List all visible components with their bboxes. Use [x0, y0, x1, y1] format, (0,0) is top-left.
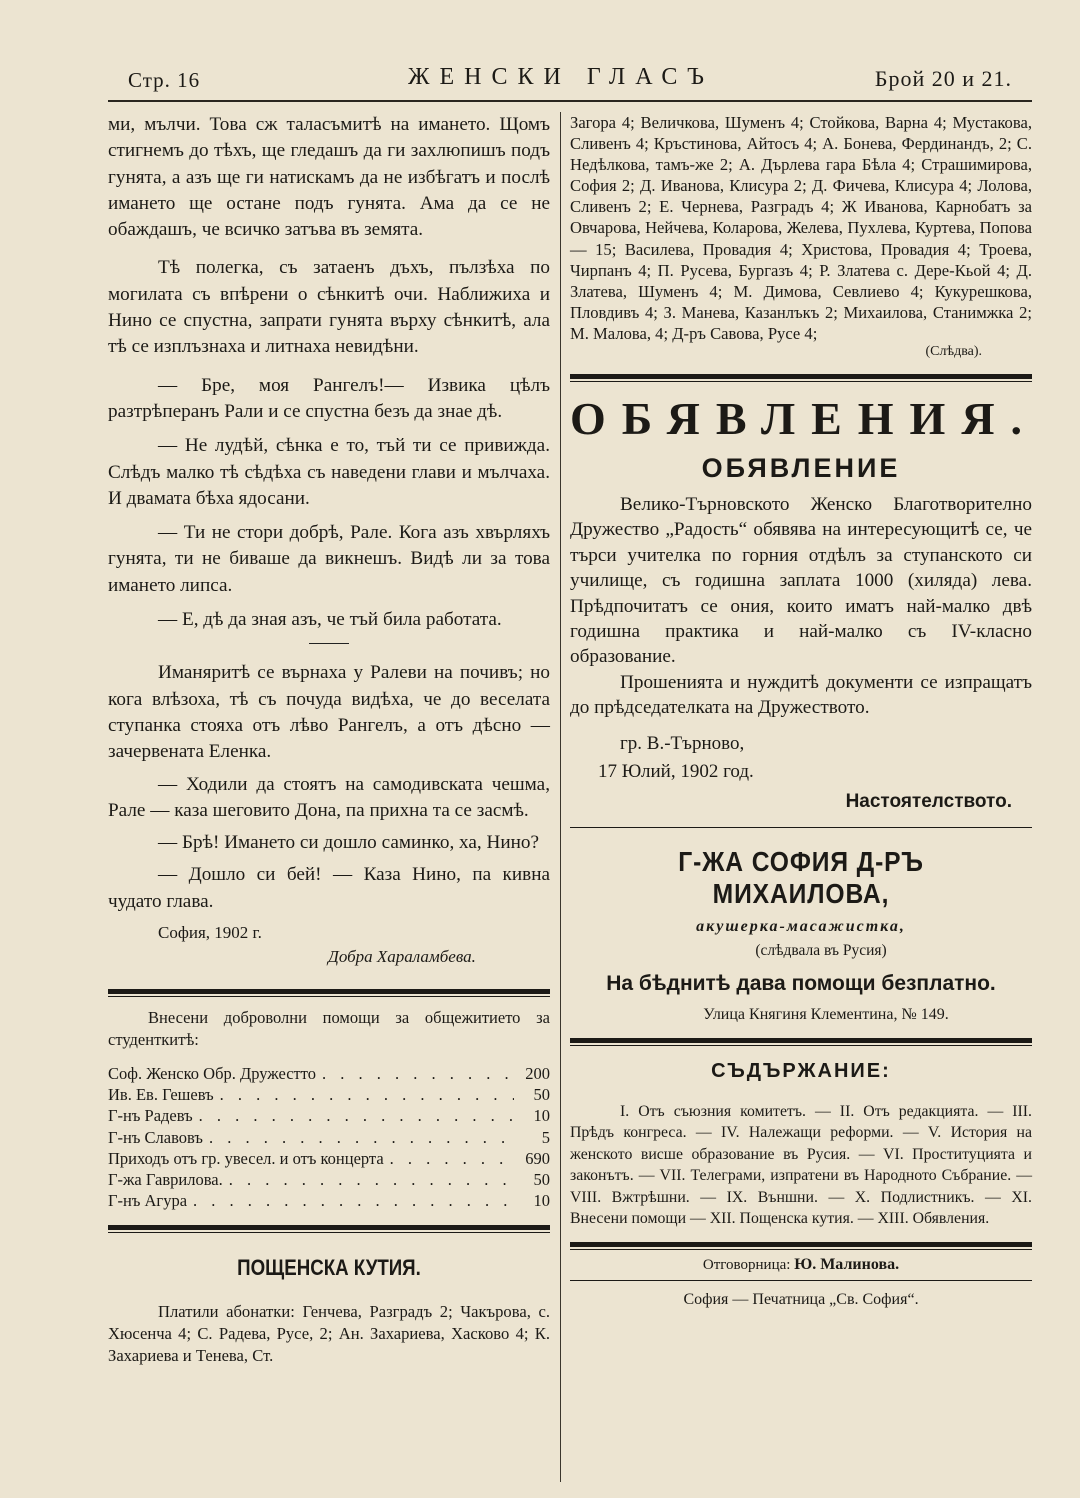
donation-amount: 200: [525, 1064, 550, 1084]
donation-row: [108, 1190, 550, 1211]
ads-heading: ОБЯВЛЕНИЯ.: [570, 393, 1039, 445]
story-paragraph: — Дошло си бей! — Каза Нино, па кивна чудато глава.: [108, 864, 550, 912]
ad-body: [570, 492, 1032, 721]
ad-signature: Настоятелството.: [845, 790, 1012, 812]
donor-name: Г-жа Гаврилова.: [108, 1170, 223, 1190]
donation-amount: 50: [533, 1170, 550, 1190]
dot-leader: [193, 1190, 514, 1211]
ad-paragraph: Прошенията и нуждитѣ документи се изпращатъ до прѣдседателката на Дружеството.: [570, 671, 1032, 719]
donor-name: Соф. Женско Обр. Дружестто: [108, 1064, 316, 1084]
editor-name: Ю. Малинова.: [794, 1255, 900, 1273]
page-header: [108, 62, 1032, 102]
dot-leader: [322, 1063, 514, 1084]
donor-name: Приходъ отъ гр. увесел. и отъ концерта: [108, 1148, 384, 1168]
left-column: [108, 112, 550, 1367]
midwife-studied: (слѣдвала въ Русия): [755, 941, 887, 959]
donations-intro: Внесени доброволни помощи за общежитието за студенткитѣ:: [108, 1008, 550, 1050]
section-rule: [570, 1242, 1032, 1250]
mailbox-text: Платили абонатки: Генчева, Разградъ 2; Чакърова, с. Хюсенча 4; С. Радева, Русе, 2; Ан. Захариева, Хасково 4; К. Захариева и Тенева, Ст.: [108, 1302, 550, 1366]
issue-number: Брой 20 и 21.: [874, 66, 1012, 91]
donation-row: [108, 1148, 550, 1169]
donation-amount: 10: [533, 1191, 550, 1211]
page-number: Стр. 16: [128, 68, 201, 92]
dot-leader: [390, 1148, 514, 1169]
donation-row: [108, 1063, 550, 1084]
donation-amount: 10: [533, 1106, 550, 1126]
donation-row: [108, 1169, 550, 1190]
editor-label: Отговорница:: [702, 1256, 791, 1273]
donor-name: Ив. Ев. Гешевъ: [108, 1085, 214, 1105]
toc-title: СЪДЪРЖАНИЕ:: [711, 1059, 891, 1082]
section-rule: [108, 1225, 550, 1233]
section-rule: [570, 374, 1032, 382]
story-paragraph: ми, мълчи. Това сж таласъмитѣ на имането. Щомъ стигнемъ до тѣхъ, ще гледашъ да ги захлюпишъ подъ гунята, а азъ ще ги натискамъ да не избѣгатъ и послѣ имането ще остане подъ гунята. Ама да се не обаждашъ, че всичко затъва въ земята.: [108, 114, 550, 241]
donation-amount: 690: [525, 1148, 550, 1168]
dot-leader: [220, 1084, 514, 1105]
newspaper-title: ЖЕНСКИ ГЛАСЪ: [408, 64, 714, 90]
ad-place: гр. В.-Търново,: [620, 732, 745, 754]
story-text: [108, 112, 550, 915]
paid-subscribers-list: Загора 4; Величкова, Шуменъ 4; Стойкова, Варна 4; Мустакова, Сливенъ 4; Кръстинова, Айтосъ 4; А. Бонева, Фердинандъ, 2; С. Недѣлкова, тамъ-же 2; А. Дърлева гара Бѣла 4; Страшимирова, София 2; Д. Иванова, Клисура 2; Д. Фичева, Клисура 4; Лолова, Сливенъ 2; Е. Чернева, Разградъ 4; Ж Иванова, Карнобатъ за Овчарова, Нейчева, Коларова, Желева, Пухлева, Куртева, Попова — 15; Василева, Провадия 4; Христова, Провадия 4; Троева, Чирпанъ 4; П. Русева, Бургазъ 4; Р. Златева с. Дере-Кьой 4; Д. Златева, Шуменъ 4; М. Димова, Севлиево 4; Кукурешкова, Пловдивъ 4; З. Манева, Казанлъкъ 2; Михаилова, Станимжка 2; М. Малова, 4; Д-ръ Савова, Русе 4;: [570, 113, 1032, 343]
story-paragraph: — Е, дѣ да зная азъ, че тъй била работата.: [158, 609, 502, 631]
column-divider: [560, 112, 561, 1482]
ad-date: 17 Юлий, 1902 год.: [598, 760, 754, 782]
midwife-profession: акушерка-масажистка,: [696, 917, 906, 935]
story-author: Добра Хараламбева.: [328, 947, 476, 967]
printer-line: София — Печатница „Св. София“.: [683, 1290, 919, 1308]
midwife-name: Г-ЖА СОФИЯ Д-РЪ МИХАИЛОВА,: [678, 845, 924, 909]
toc-text: I. Отъ съюзния комитетъ. — II. Отъ редакцията. — III. Прѣдъ конгреса. — IV. Належащи реформи. — V. История на женското висше образование въ Русия. — VI. Проституцията и законътъ. — VII. Телеграми, изпратени въ Народното Събрание. — VIII. Вжтрѣшни. — IX. Външни. — X. Подлистникъ. — XI. Внесени помощи — XII. Пощенска кутия. — XIII. Обявления.: [570, 1102, 1032, 1228]
section-rule: [570, 1038, 1032, 1046]
dot-leader: [229, 1169, 514, 1190]
donor-name: Г-нъ Радевъ: [108, 1106, 193, 1126]
story-paragraph: — Не лудѣй, сѣнка е то, тъй ти се привижда. Слѣдъ малко тѣ сѣдѣха съ наведени глави и мълчаха. И двамата бѣха ядосани.: [108, 435, 550, 509]
donation-row: [108, 1084, 550, 1105]
dot-leader: [209, 1127, 514, 1148]
mailbox-title: ПОЩЕНСКА КУТИЯ.: [237, 1255, 421, 1281]
right-column: [570, 112, 1039, 1309]
ad-paragraph: Велико-Търновското Женско Благотворително Дружество „Радость“ обявява на интересующитѣ се, че търси учителка по горния отдѣлъ за ступанското си училище, съ годишна заплата 1000 (хиляда) лева. Прѣдпочитатъ се ония, които иматъ най-малко двѣ годишна практика и най-малко съ IV-класно образование.: [570, 494, 1032, 668]
donation-amount: 5: [541, 1127, 550, 1147]
header-rule: [108, 100, 1032, 102]
donation-row: [108, 1105, 550, 1126]
story-paragraph: Иманяритѣ се върнаха у Ралеви на почивъ; но кога влѣзоха, тѣ съ почуда видѣха, че до веселата ступанка стояха отъ лѣво Рангелъ, а отъ дѣсно — зачервената Еленка.: [108, 662, 550, 763]
editor-line: [570, 1256, 1032, 1274]
section-rule: [108, 989, 550, 997]
story-paragraph: — Брѣ! Имането си дошло саминко, ха, Нино?: [158, 832, 540, 854]
story-paragraph: — Ходили да стоятъ на самодивската чешма, Рале — каза шеговито Дона, па прихна та се засмѣ.: [108, 773, 550, 821]
story-place-date: София, 1902 г.: [158, 923, 262, 943]
donation-amount: 50: [533, 1085, 550, 1105]
story-paragraph: — Ти не стори добрѣ, Рале. Кога азъ хвърляхъ гунята, ти не биваше да викнешъ. Видѣ ли за това имането липса.: [108, 522, 550, 596]
section-rule: [570, 827, 1032, 828]
section-break: [309, 643, 349, 644]
midwife-free-help: На бѣднитѣ дава помощи безплатно.: [606, 971, 996, 995]
story-paragraph: — Бре, моя Рангелъ!— Извика цѣлъ разтрѣперанъ Рали и се спустна безъ да знае дѣ.: [108, 374, 550, 422]
continued-note: (Слѣдва).: [925, 344, 982, 360]
story-paragraph: Тѣ полегка, съ затаенъ дъхъ, пълзѣха по могилата съ впѣрени о сѣнкитѣ очи. Наближиха и Нино се спустна, запрати гунята върху сѣнкитѣ, ала тѣ се изплъзнаха и литнаха невидѣни.: [108, 257, 550, 358]
section-rule: [570, 1280, 1032, 1281]
donor-name: Г-нъ Славовъ: [108, 1127, 203, 1147]
ad-title: ОБЯВЛЕНИЕ: [701, 453, 901, 484]
donation-row: [108, 1127, 550, 1148]
donations-list: [108, 1063, 550, 1211]
donor-name: Г-нъ Агура: [108, 1191, 188, 1211]
dot-leader: [199, 1105, 514, 1126]
midwife-address: Улица Княгиня Клементина, № 149.: [703, 1005, 949, 1023]
